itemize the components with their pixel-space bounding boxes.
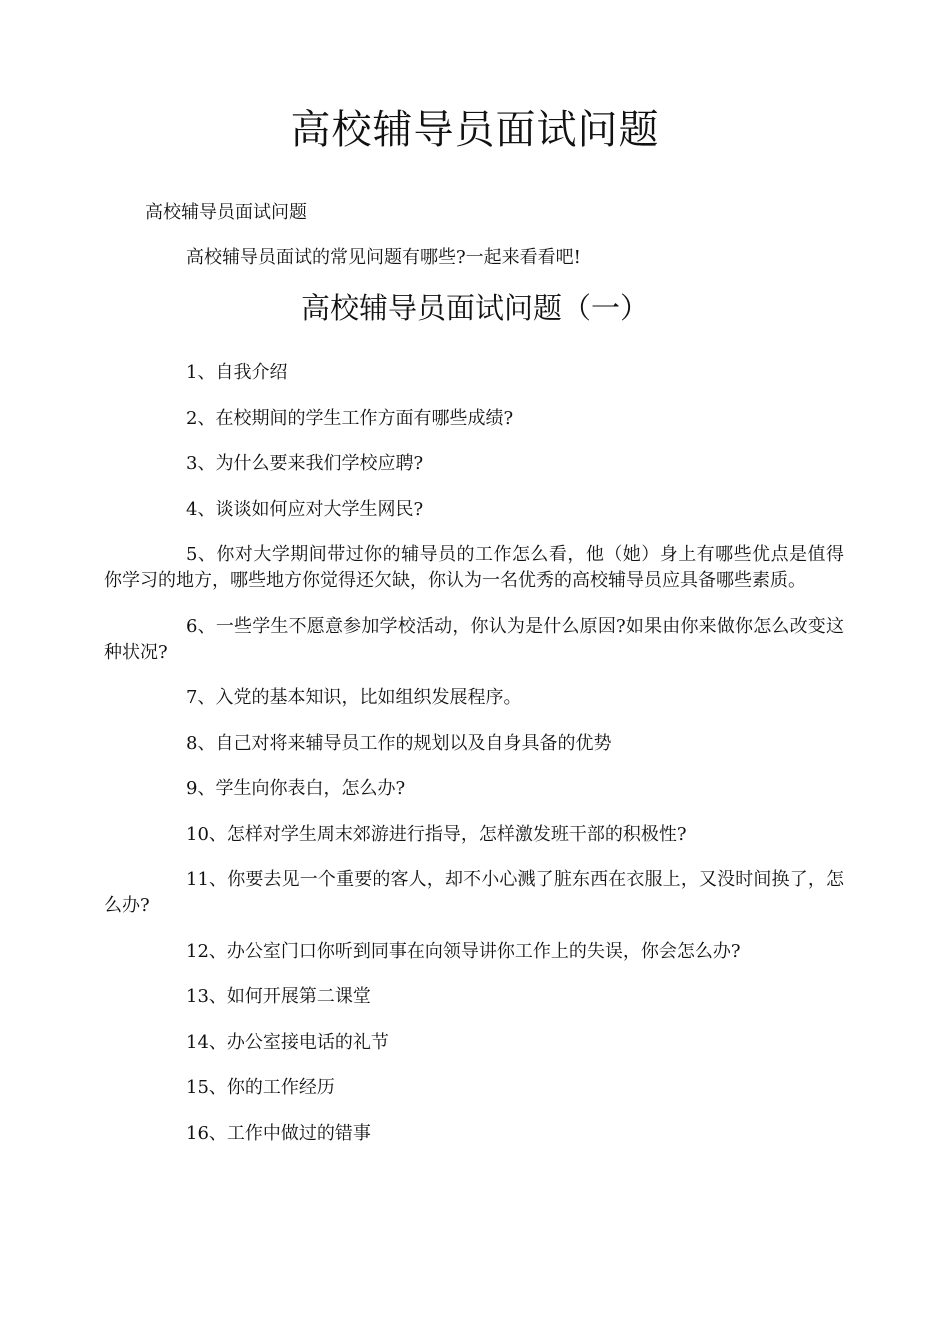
question-item: 5、你对大学期间带过你的辅导员的工作怎么看，他（她）身上有哪些优点是值得你学习的地方，哪些地方你觉得还欠缺，你认为一名优秀的高校辅导员应具备哪些素质。 (104, 544, 844, 591)
question-item: 15、你的工作经历 (186, 1077, 335, 1098)
question-list (104, 360, 844, 1166)
intro-paragraph: 高校辅导员面试的常见问题有哪些?一起来看看吧! (186, 247, 581, 268)
question-item: 16、工作中做过的错事 (186, 1122, 371, 1144)
question-item: 12、办公室门口你听到同事在向领导讲你工作上的失误，你会怎么办? (186, 940, 741, 962)
question-item: 11、你要去见一个重要的客人，却不小心溅了脏东西在衣服上，又没时间换了，怎么办? (104, 869, 844, 916)
question-item: 10、怎样对学生周末郊游进行指导，怎样激发班干部的积极性? (186, 823, 687, 845)
question-item: 8、自己对将来辅导员工作的规划以及自身具备的优势 (186, 732, 612, 754)
document-subtitle: 高校辅导员面试问题 (145, 202, 307, 223)
question-item: 3、为什么要来我们学校应聘? (186, 453, 424, 474)
section-heading: 高校辅导员面试问题（一） (300, 291, 649, 325)
question-item: 9、学生向你表白，怎么办? (186, 778, 406, 799)
question-item: 4、谈谈如何应对大学生网民? (186, 498, 424, 520)
document-title: 高校辅导员面试问题 (290, 107, 660, 153)
question-item: 6、一些学生不愿意参加学校活动，你认为是什么原因?如果由你来做你怎么改变这种状况? (104, 615, 844, 663)
question-item: 2、在校期间的学生工作方面有哪些成绩? (186, 407, 514, 429)
question-item: 1、自我介绍 (186, 362, 288, 383)
question-item: 13、如何开展第二课堂 (186, 986, 371, 1007)
question-item: 7、入党的基本知识，比如组织发展程序。 (186, 687, 522, 708)
question-item: 14、办公室接电话的礼节 (186, 1031, 389, 1053)
